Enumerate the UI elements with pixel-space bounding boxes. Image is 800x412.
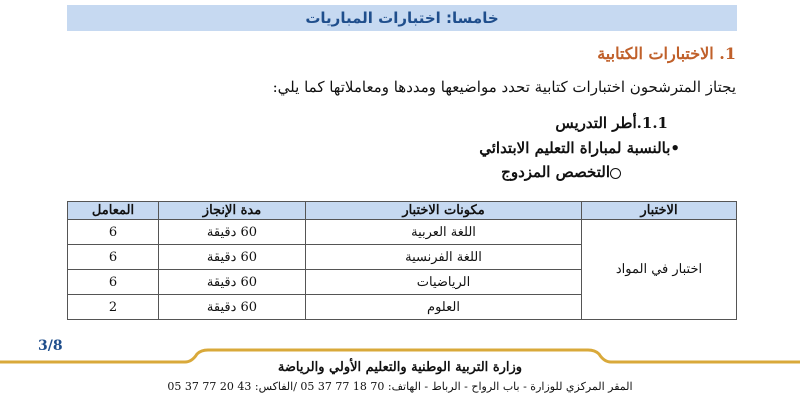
bullet-icon: • xyxy=(670,139,680,157)
circle-bullet-icon xyxy=(610,168,621,179)
footer-ministry: وزارة التربية الوطنية والتعليم الأولي والرياضة xyxy=(277,360,523,375)
header-duration: مدة الإنجاز xyxy=(159,202,306,220)
duration-cell: 60 دقيقة xyxy=(159,295,306,320)
component-cell: الرياضيات xyxy=(306,270,582,295)
exam-group-cell: اختبار في المواد xyxy=(582,220,737,320)
sub-bullet-text: التخصص المزدوج xyxy=(501,163,610,181)
coef-cell: 6 xyxy=(68,245,159,270)
intro-paragraph: يجتاز المترشحون اختبارات كتابية تحدد مواضيعها ومددها ومعاملاتها كما يلي: xyxy=(272,78,736,96)
table-header xyxy=(68,202,737,220)
exams-table xyxy=(67,201,737,320)
coef-cell: 2 xyxy=(68,295,159,320)
component-cell: العلوم xyxy=(306,295,582,320)
component-cell: اللغة العربية xyxy=(306,220,582,245)
bullet-item xyxy=(479,139,680,157)
component-cell: اللغة الفرنسية xyxy=(306,245,582,270)
page-number: 3/8 xyxy=(38,338,63,354)
coef-cell: 6 xyxy=(68,220,159,245)
duration-cell: 60 دقيقة xyxy=(159,270,306,295)
table-row xyxy=(68,220,737,245)
section-heading: 1. الاختبارات الكتابية xyxy=(597,44,736,63)
bullet-text: بالنسبة لمباراة التعليم الابتدائي xyxy=(479,139,671,157)
footer-address: المقر المركزي للوزارة - باب الرواح - الرباط - الهاتف: 70 18 77 37 05 /الفاكس: 43 20 77 37 05 xyxy=(167,380,633,393)
coef-cell: 6 xyxy=(68,270,159,295)
subsection-heading: 1.1.أطر التدريس xyxy=(555,114,668,132)
header-components: مكونات الاختبار xyxy=(306,202,582,220)
section-banner: خامسا: اختبارات المباريات xyxy=(67,5,737,31)
duration-cell: 60 دقيقة xyxy=(159,245,306,270)
sub-bullet-item xyxy=(501,163,635,181)
header-exam: الاختبار xyxy=(582,202,737,220)
header-coefficient: المعامل xyxy=(68,202,159,220)
duration-cell: 60 دقيقة xyxy=(159,220,306,245)
